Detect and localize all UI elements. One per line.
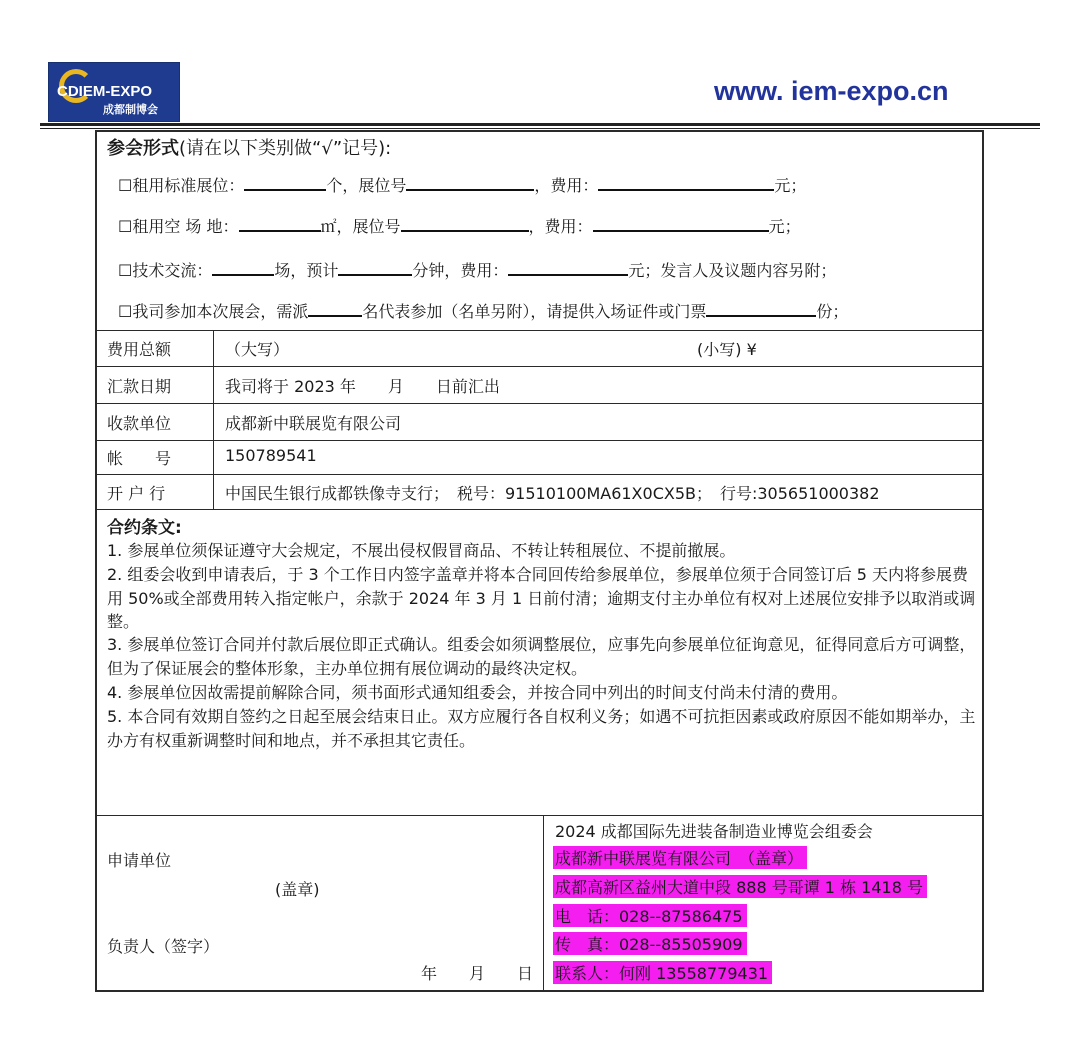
applicant-label: 申请单位 (107, 851, 172, 870)
row-divider (95, 474, 984, 475)
logo-text: CDIEM-EXPO (57, 83, 153, 100)
total-fee-upper[interactable]: （大写） (225, 340, 290, 359)
header-rule-thin (40, 128, 1040, 129)
organizer-name: 2024 成都国际先进装备制造业博览会组委会 (555, 822, 873, 841)
organizer-company: 成都新中联展览有限公司 （盖章） (553, 846, 807, 869)
bank-label: 开 户 行 (107, 484, 166, 503)
contract-clause-5: 5. 本合同有效期自签约之日起至展会结束日止。双方应履行各自权利义务；如遇不可抗拒因素或政府原因不能如期举办，主办方有权重新调整时间和地点，并不承担其它责任。 (107, 707, 976, 750)
row-divider (95, 815, 984, 816)
row-divider (95, 403, 984, 404)
option-raw-space[interactable]: ☐租用空 场 地： ㎡，展位号 ，费用： 元； (118, 217, 801, 236)
applicant-seal: (盖章) (275, 880, 320, 899)
organizer-address: 成都高新区益州大道中段 888 号哥谭 1 栋 1418 号 (553, 875, 927, 898)
column-divider (213, 330, 214, 510)
contract-clause-3: 3. 参展单位签订合同并付款后展位即正式确认。组委会如须调整展位，应事先向参展单位征询意见，征得同意后方可调整，但为了保证展会的整体形象，主办单位拥有展位调动的最终决定权。 (107, 635, 976, 678)
remit-date-label: 汇款日期 (107, 377, 172, 396)
header-rule-thick (40, 123, 1040, 126)
row-divider (95, 366, 984, 367)
cdiem-expo-logo (48, 62, 180, 122)
contract-clause-1: 1. 参展单位须保证遵守大会规定，不展出侵权假冒商品、不转让转租展位、不提前撤展。 (107, 541, 736, 560)
total-fee-label: 费用总额 (107, 340, 172, 359)
total-fee-lower[interactable]: (小写) ¥ (697, 340, 757, 359)
organizer-phone: 电 话：028--87586475 (553, 904, 747, 927)
website-url[interactable]: www. iem-expo.cn (714, 76, 949, 106)
option-tech-exchange[interactable]: ☐技术交流： 场，预计 分钟，费用： 元；发言人及议题内容另附； (118, 261, 837, 280)
column-divider (543, 815, 544, 992)
payee-label: 收款单位 (107, 414, 172, 433)
row-divider (95, 509, 984, 510)
option-standard-booth[interactable]: ☐租用标准展位： 个，展位号 ，费用： 元； (118, 176, 807, 195)
contract-clause-2: 2. 组委会收到申请表后，于 3 个工作日内签字盖章并将本合同回传给参展单位，参展单位须于合同签订后 5 天内将参展费用 50%或全部费用转入指定帐户，余款于 2024 年 3 月 1 日前付清；逾期支付主办单位有权对上述展位安排予以取消或调整。 (107, 565, 976, 631)
account-value: 150789541 (225, 446, 317, 465)
option-attend-visit[interactable]: ☐我司参加本次展会，需派 名代表参加（名单另附），请提供入场证件或门票 份； (118, 302, 849, 321)
account-label: 帐 号 (107, 449, 172, 468)
contract-title: 合约条文: (107, 518, 182, 538)
organizer-fax: 传 真：028--85505909 (553, 932, 747, 955)
participation-title: 参会形式(请在以下类别做“√”记号): (107, 138, 392, 159)
row-divider (95, 330, 984, 331)
bank-value: 中国民生银行成都铁像寺支行； 税号：91510100MA61X0CX5B； 行号:305651000382 (225, 484, 880, 503)
remit-date-value[interactable]: 我司将于 2023 年 月 日前汇出 (225, 377, 500, 396)
signer-label: 负责人（签字） (107, 937, 220, 956)
row-divider (95, 440, 984, 441)
logo-subtext: 成都制博会 (103, 103, 158, 116)
sign-date: 年 月 日 (421, 964, 534, 983)
organizer-contact: 联系人：何刚 13558779431 (553, 961, 772, 984)
payee-value: 成都新中联展览有限公司 (225, 414, 402, 433)
contract-clause-4: 4. 参展单位因故需提前解除合同，须书面形式通知组委会，并按合同中列出的时间支付尚未付清的费用。 (107, 683, 848, 702)
